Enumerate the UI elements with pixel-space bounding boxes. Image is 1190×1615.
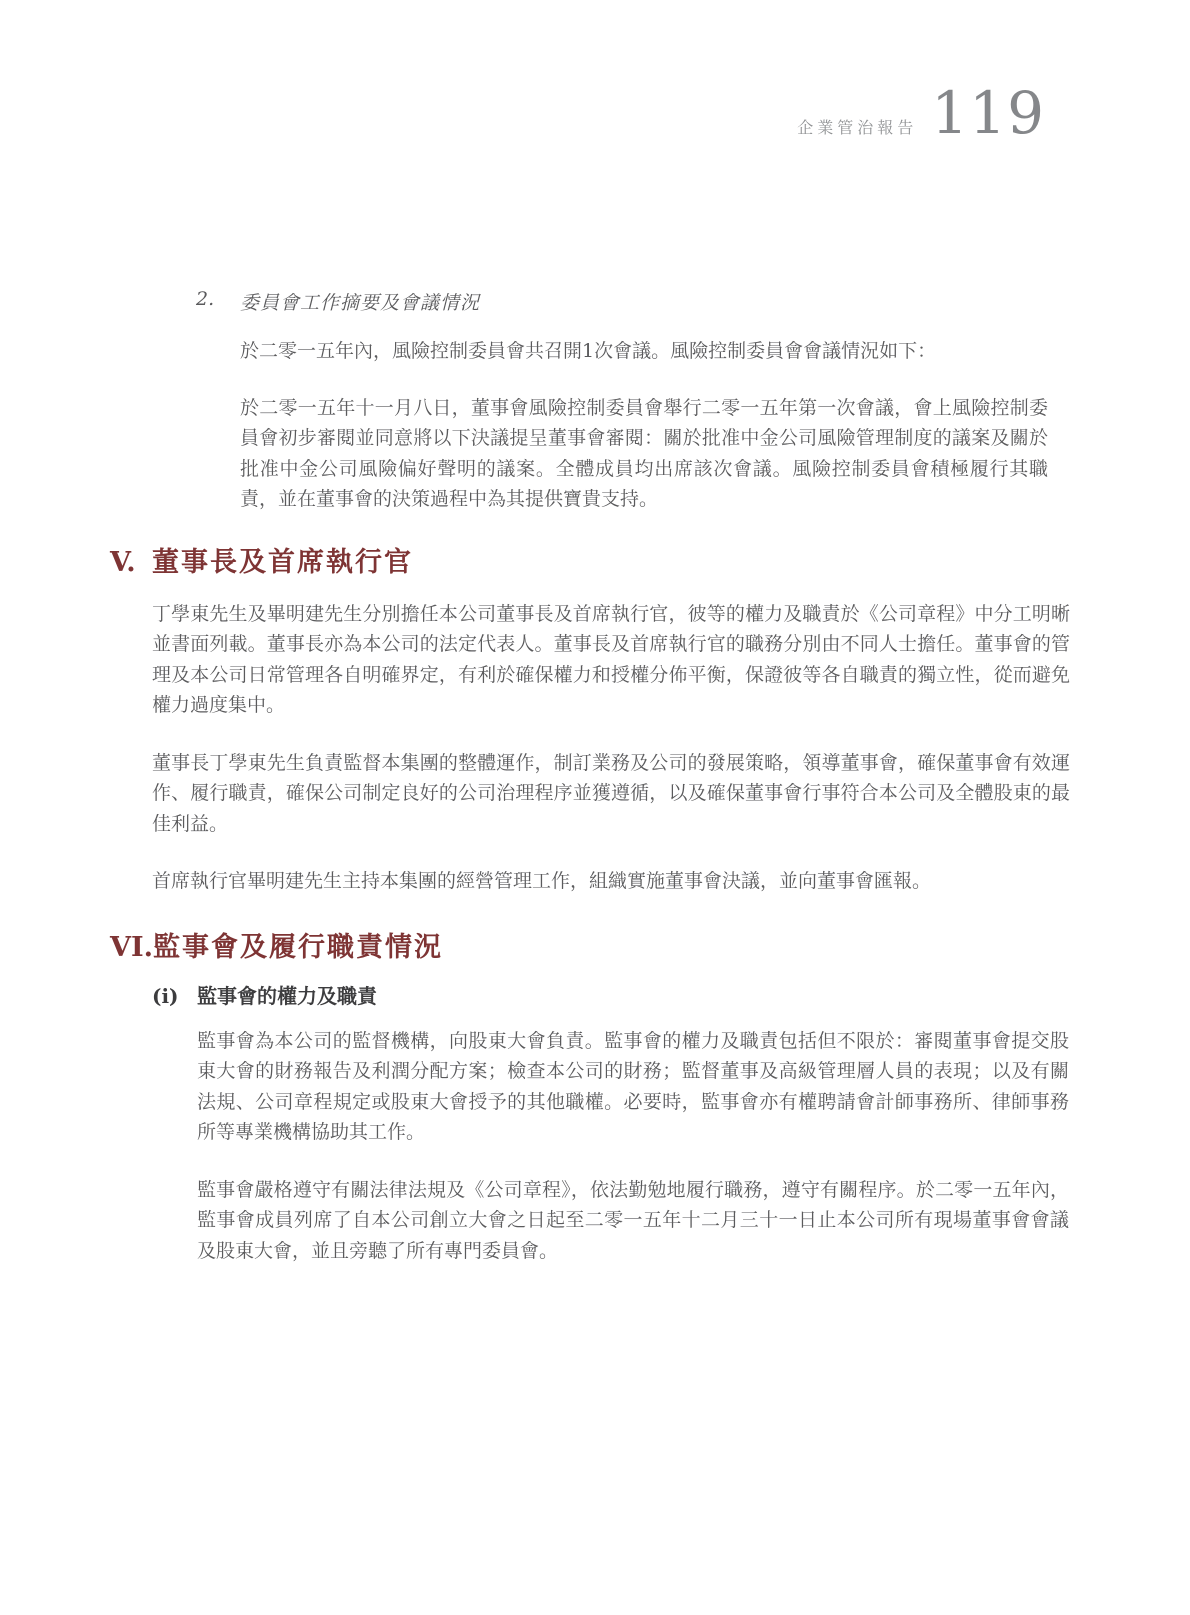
page-number: 119: [931, 79, 1045, 147]
section-vi-title: 監事會及履行職責情況: [152, 931, 443, 963]
section-v-paragraph-3: 首席執行官畢明建先生主持本集團的經營管理工作，組織實施董事會決議，並向董事會匯報。: [152, 870, 932, 892]
item-2-paragraph-2: 於二零一五年十一月八日，董事會風險控制委員會舉行二零一五年第一次會議，會上風險控制委員會初步審閱並同意將以下決議提呈董事會審閱：關於批准中金公司風險管理制度的議案及關於批准中金公司風險偏好聲明的議案。全體成員均出席該次會議。風險控制委員會積極履行其職責，並在董事會的決策過程中為其提供寶貴支持。: [240, 396, 1048, 510]
section-vi-body: [152, 980, 1072, 1267]
section-v-body: [152, 599, 1072, 897]
subsection-i-heading: [152, 980, 1072, 1009]
subsection-i-paragraph-2: 監事會嚴格遵守有關法律法規及《公司章程》，依法勤勉地履行職務，遵守有關程序。於二零一五年內，監事會成員列席了自本公司創立大會之日起至二零一五年十二月三十一日止本公司所有現場董事會會議及股東大會，並且旁聽了所有專門委員會。: [197, 1178, 1069, 1262]
header-section-label: 企業管治報告: [797, 118, 918, 137]
section-v-title: 董事長及首席執行官: [152, 546, 413, 578]
section-v-number: V.: [110, 546, 136, 578]
item-2-title: 委員會工作摘要及會議情況: [240, 292, 481, 314]
section-vi-heading: [110, 925, 1072, 964]
page-content: [110, 288, 1072, 1266]
section-v-paragraph-2: 董事長丁學東先生負責監督本集團的整體運作，制訂業務及公司的發展策略，領導董事會，確保董事會有效運作、履行職責，確保公司制定良好的公司治理程序並獲遵循，以及確保董事會行事符合本公司及全體股東的最佳利益。: [152, 751, 1070, 835]
subsection-i-title: 監事會的權力及職責: [197, 983, 377, 1008]
subsection-i-number: (i): [152, 983, 179, 1008]
section-v-paragraph-1: 丁學東先生及畢明建先生分別擔任本公司董事長及首席執行官，彼等的權力及職責於《公司章程》中分工明晰並書面列載。董事長亦為本公司的法定代表人。董事長及首席執行官的職務分別由不同人士擔任。董事會的管理及本公司日常管理各自明確界定，有利於確保權力和授權分佈平衡，保證彼等各自職責的獨立性，從而避免權力過度集中。: [152, 602, 1070, 716]
subsection-i-paragraph-1: 監事會為本公司的監督機構，向股東大會負責。監事會的權力及職責包括但不限於：審閱董事會提交股東大會的財務報告及利潤分配方案；檢查本公司的財務；監督董事及高級管理層人員的表現；以及有關法規、公司章程規定或股東大會授予的其他職權。必要時，監事會亦有權聘請會計師事務所、律師事務所等專業機構協助其工作。: [197, 1029, 1069, 1143]
section-vi: [110, 925, 1072, 1267]
item-2-heading: [196, 288, 1072, 315]
item-2-paragraph-1: 於二零一五年內，風險控制委員會共召開1次會議。風險控制委員會會議情況如下：: [240, 340, 937, 362]
section-vi-number: VI.: [110, 931, 153, 963]
item-2-number: 2.: [196, 288, 215, 310]
page-header: [797, 79, 1045, 147]
section-v-heading: [110, 540, 1072, 579]
section-item-2: [196, 288, 1072, 515]
section-v: [110, 540, 1072, 897]
subsection-i-body: [197, 1026, 1072, 1267]
